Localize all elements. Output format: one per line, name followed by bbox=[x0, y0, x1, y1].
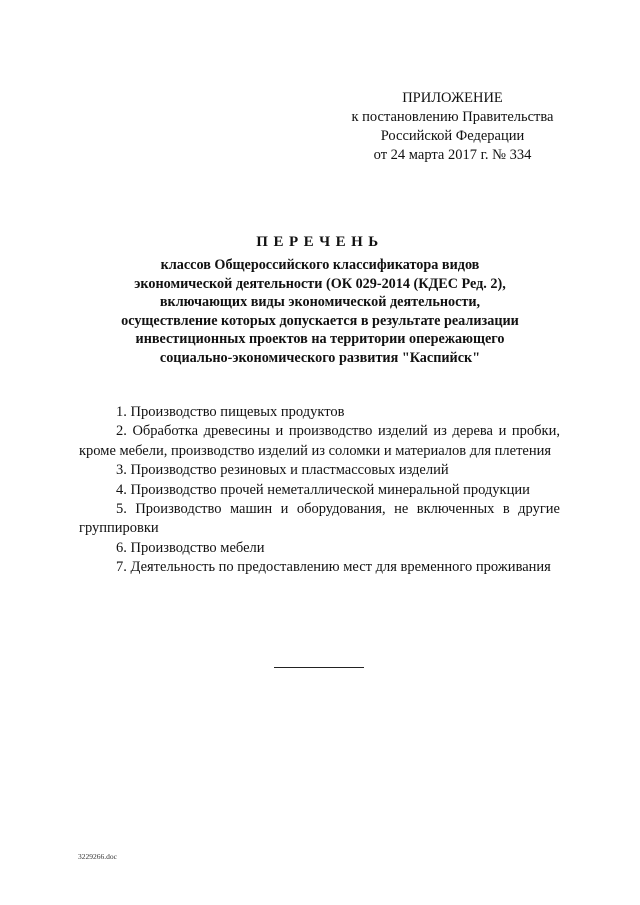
subtitle-line: инвестиционных проектов на территории опережающего bbox=[135, 331, 505, 347]
subtitle-line: классов Общероссийского классификатора видов bbox=[160, 257, 480, 273]
subtitle-line: экономической деятельности (ОК 029-2014 (КДЕС Ред. 2), bbox=[134, 275, 506, 292]
subtitle-line: осуществление которых допускается в результате реализации bbox=[121, 312, 519, 329]
list-item: 6. Производство мебели bbox=[116, 539, 265, 556]
closing-divider bbox=[274, 667, 364, 668]
list-item: 7. Деятельность по предоставлению мест для временного проживания bbox=[116, 559, 551, 576]
appendix-title: ПРИЛОЖЕНИЕ bbox=[402, 90, 503, 106]
document-heading: ПЕРЕЧЕНЬ bbox=[256, 234, 384, 250]
list-item: 5. Производство машин и оборудования, не включенных в другие группировки bbox=[79, 501, 560, 537]
list-item: 2. Обработка древесины и производство изделий из дерева и пробки, кроме мебели, производство изделий из соломки и материалов для плетения bbox=[79, 423, 560, 459]
activity-list bbox=[79, 403, 560, 578]
appendix-line-federation: Российской Федерации bbox=[380, 128, 525, 144]
document-subtitle bbox=[80, 256, 560, 367]
subtitle-line: социально-экономического развития "Каспийск" bbox=[159, 349, 481, 366]
appendix-line-resolution: к постановлению Правительства bbox=[351, 109, 554, 125]
document-file-id: 3229266.doc bbox=[78, 852, 117, 861]
list-item: 3. Производство резиновых и пластмассовых изделий bbox=[116, 462, 449, 479]
appendix-block bbox=[330, 89, 575, 165]
list-item: 4. Производство прочей неметаллической минеральной продукции bbox=[116, 481, 530, 498]
list-item: 1. Производство пищевых продуктов bbox=[116, 404, 345, 420]
subtitle-line: включающих виды экономической деятельности, bbox=[159, 294, 481, 310]
appendix-line-date-number: от 24 марта 2017 г. № 334 bbox=[373, 147, 532, 163]
